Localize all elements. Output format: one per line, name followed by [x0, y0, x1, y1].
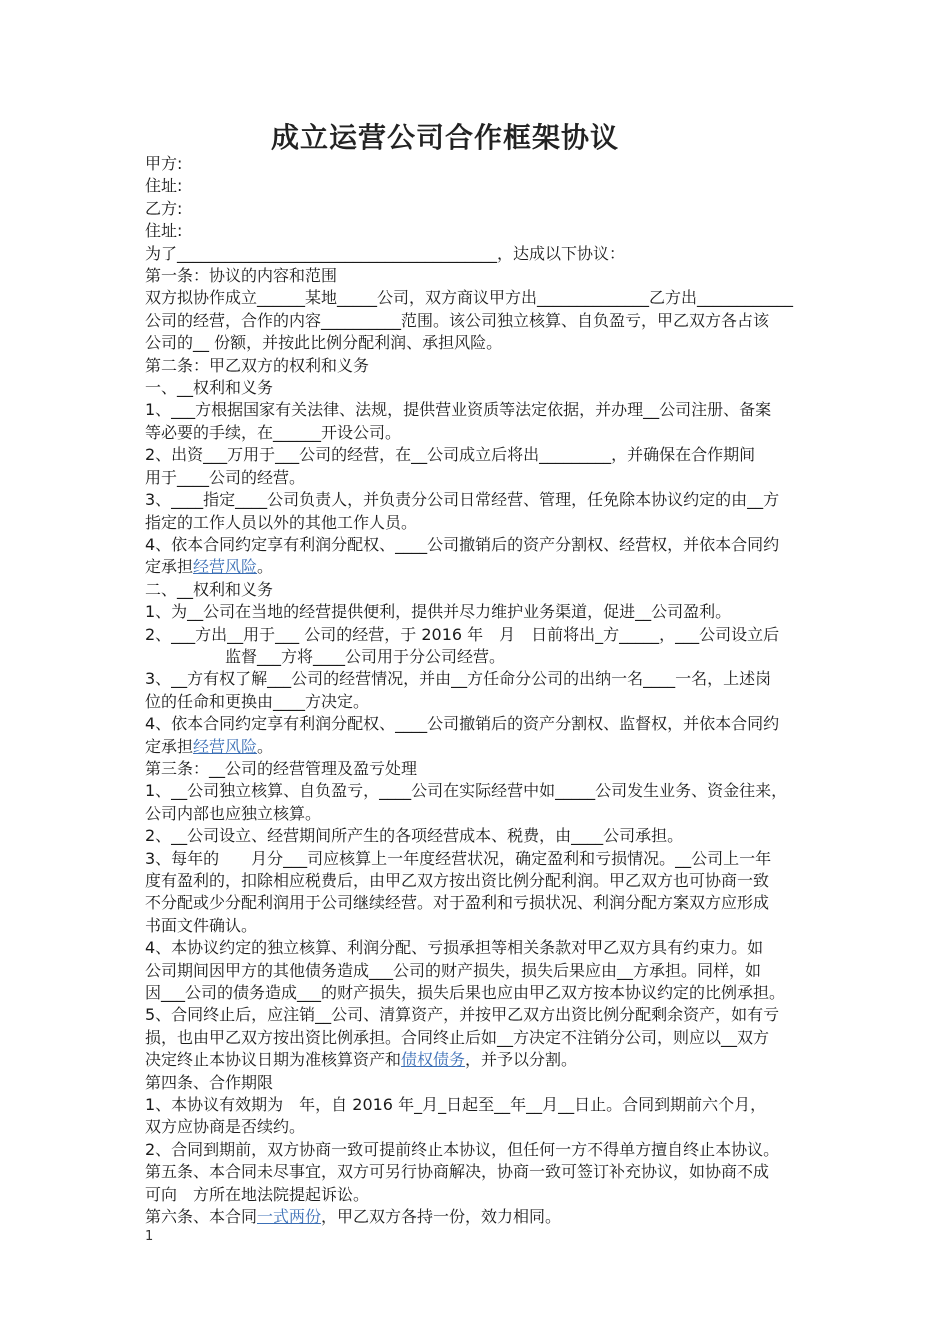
line-text: 3、每年的 月分___司应核算上一年度经营状况，确定盈利和亏损情况。__公司上一年 — [145, 848, 772, 868]
line-text: 2、__公司设立、经营期间所产生的各项经营成本、税费，由____公司承担。 — [145, 826, 684, 846]
document-line — [145, 646, 805, 668]
inline-link[interactable]: 经营风险 — [193, 736, 258, 756]
document-line — [145, 960, 805, 982]
line-text: 公司期间因甲方的其他债务造成___公司的财产损失，损失后果应由__方承担。同样，如 — [145, 960, 762, 980]
line-text: 双方应协商是否续约。 — [145, 1117, 306, 1137]
document-title: 成立运营公司合作框架协议 — [270, 121, 619, 154]
line-text-after: ，甲乙双方各持一份，效力相同。 — [321, 1207, 562, 1227]
line-text: 住址: — [145, 176, 183, 196]
document-line — [145, 198, 805, 220]
document-line — [145, 175, 805, 197]
document-line — [145, 512, 805, 534]
document-line — [145, 220, 805, 242]
line-text: 不分配或少分配利润用于公司继续经营。对于盈利和亏损状况、利润分配方案双方应形成 — [145, 893, 770, 913]
line-text: 第三条：__公司的经营管理及盈亏处理 — [145, 758, 418, 778]
line-text-after: 。 — [257, 557, 274, 577]
line-text: 第四条、合作期限 — [145, 1072, 274, 1092]
line-text: 度有盈利的，扣除相应税费后，由甲乙双方按出资比例分配利润。甲乙双方也可协商一致 — [145, 871, 770, 890]
line-text-after: ，并予以分割。 — [465, 1050, 578, 1070]
document-line — [145, 892, 805, 914]
line-text: 等必要的手续，在______开设公司。 — [145, 422, 402, 442]
document-line — [145, 556, 805, 578]
line-text: 4、依本合同约定享有利润分配权、____公司撤销后的资产分割权、经营权，并依本合同约 — [145, 534, 780, 554]
line-text: 监督___方将____公司用于分公司经营。 — [145, 646, 506, 666]
document-line — [145, 668, 805, 690]
line-text: 指定的工作人员以外的其他工作人员。 — [145, 512, 418, 532]
document-line — [145, 534, 805, 556]
line-text: 1、__公司独立核算、自负盈亏，____公司在实际经营中如_____公司发生业务、资金往来， — [145, 781, 788, 801]
document-line — [145, 1027, 805, 1049]
document-line — [145, 870, 805, 892]
document-line — [145, 713, 805, 735]
line-text: 定承担 — [145, 557, 194, 577]
line-text: 第六条、本合同 — [145, 1207, 258, 1227]
document-line — [145, 848, 805, 870]
line-text: 乙方: — [145, 198, 183, 218]
inline-link[interactable]: 债权债务 — [401, 1050, 466, 1070]
document-line — [145, 1049, 805, 1071]
document-line — [145, 1206, 805, 1228]
line-text: 公司的经营，合作的内容__________范围。该公司独立核算、自负盈亏，甲乙双方各占该 — [145, 310, 770, 330]
line-text: 2、出资___万用于___公司的经营，在__公司成立后将出_________，并确保在合作期间 — [145, 445, 756, 465]
document-line — [145, 982, 805, 1004]
document-line — [145, 153, 805, 175]
document-line — [145, 1139, 805, 1161]
inline-link[interactable]: 一式两份 — [257, 1207, 322, 1227]
line-text: 甲方: — [145, 154, 183, 173]
line-text: 损，也由甲乙双方按出资比例承担。合同终止后如__方决定不注销分公司，则应以__双方 — [145, 1027, 770, 1047]
line-text: 公司的__ 份额，并按此比例分配利润、承担风险。 — [145, 333, 503, 353]
document-line — [145, 825, 805, 847]
document-line — [145, 758, 805, 780]
line-text: 公司内部也应独立核算。 — [145, 803, 322, 823]
line-text: 1、___方根据国家有关法律、法规，提供营业资质等法定依据，并办理__公司注册、备案 — [145, 400, 772, 420]
document-line — [145, 736, 805, 758]
line-text: 4、依本合同约定享有利润分配权、____公司撤销后的资产分割权、监督权，并依本合同约 — [145, 714, 780, 734]
document-line — [145, 399, 805, 421]
line-text: 3、____指定____公司负责人，并负责分公司日常经营、管理，任免除本协议约定的由__方 — [145, 490, 780, 510]
line-text: 4、本协议约定的独立核算、利润分配、亏损承担等相关条款对甲乙双方具有约束力。如 — [145, 938, 764, 958]
document-line — [145, 691, 805, 713]
document-line — [145, 310, 805, 332]
line-text: 1、本协议有效期为 年，自 2016 年_月_日起至__年__月__日止。合同到期前六个月， — [145, 1095, 767, 1115]
document-line — [145, 243, 805, 265]
line-text: 第二条：甲乙双方的权利和义务 — [145, 355, 370, 375]
document-line — [145, 332, 805, 354]
page-number: 1 — [145, 1229, 154, 1244]
line-text: 二、__权利和义务 — [145, 579, 274, 599]
line-text: 书面文件确认。 — [145, 915, 258, 935]
line-text: 一、__权利和义务 — [145, 378, 274, 398]
document-line — [145, 1072, 805, 1094]
document-line — [145, 444, 805, 466]
line-text: 1、为__公司在当地的经营提供便利，提供并尽力维护业务渠道，促进__公司盈利。 — [145, 602, 732, 622]
document-line — [145, 1004, 805, 1026]
inline-link[interactable]: 经营风险 — [193, 557, 258, 577]
line-text: 定承担 — [145, 736, 194, 756]
document-line — [145, 287, 805, 309]
document-line — [145, 579, 805, 601]
line-text: 可向 方所在地法院提起诉讼。 — [145, 1184, 370, 1204]
line-text: 因___公司的债务造成___的财产损失，损失后果也应由甲乙双方按本协议约定的比例承担。 — [145, 983, 786, 1003]
line-text: 第五条、本合同未尽事宜，双方可另行协商解决，协商一致可签订补充协议，如协商不成 — [145, 1162, 770, 1182]
document-line — [145, 624, 805, 646]
document-line — [145, 1184, 805, 1206]
document-line — [145, 937, 805, 959]
document-line — [145, 355, 805, 377]
document-line — [145, 1094, 805, 1116]
line-text: 决定终止本协议日期为准核算资产和 — [145, 1050, 402, 1070]
line-text: 用于____公司的经营。 — [145, 467, 306, 487]
document-line — [145, 915, 805, 937]
line-text: 住址: — [145, 221, 183, 241]
line-text: 位的任命和更换由____方决定。 — [145, 691, 370, 711]
document-line — [145, 1161, 805, 1183]
document-line — [145, 265, 805, 287]
line-text: 第一条：协议的内容和范围 — [145, 266, 338, 286]
document-line — [145, 422, 805, 444]
document-line — [145, 1116, 805, 1138]
document-line — [145, 803, 805, 825]
document-body — [145, 153, 805, 1229]
line-text: 双方拟协作成立______某地_____公司，双方商议甲方出______________乙方出____________ — [145, 288, 794, 308]
document-line — [145, 780, 805, 802]
line-text-after: 。 — [257, 736, 274, 756]
document-line — [145, 377, 805, 399]
line-text: 3、__方有权了解___公司的经营情况，并由__方任命分公司的出纳一名____一名，上述岗 — [145, 669, 772, 689]
line-text: 为了________________________________________，达成以下协议： — [145, 243, 626, 263]
document-line — [145, 601, 805, 623]
document-line — [145, 489, 805, 511]
line-text: 2、合同到期前，双方协商一致可提前终止本协议，但任何一方不得单方擅自终止本协议。 — [145, 1139, 780, 1159]
line-text: 2、___方出__用于___ 公司的经营，于 2016 年 月 日前将出_方_____，___公司设立后 — [145, 624, 780, 644]
line-text: 5、合同终止后，应注销__公司、清算资产，并按甲乙双方出资比例分配剩余资产，如有亏 — [145, 1005, 780, 1025]
document-line — [145, 467, 805, 489]
